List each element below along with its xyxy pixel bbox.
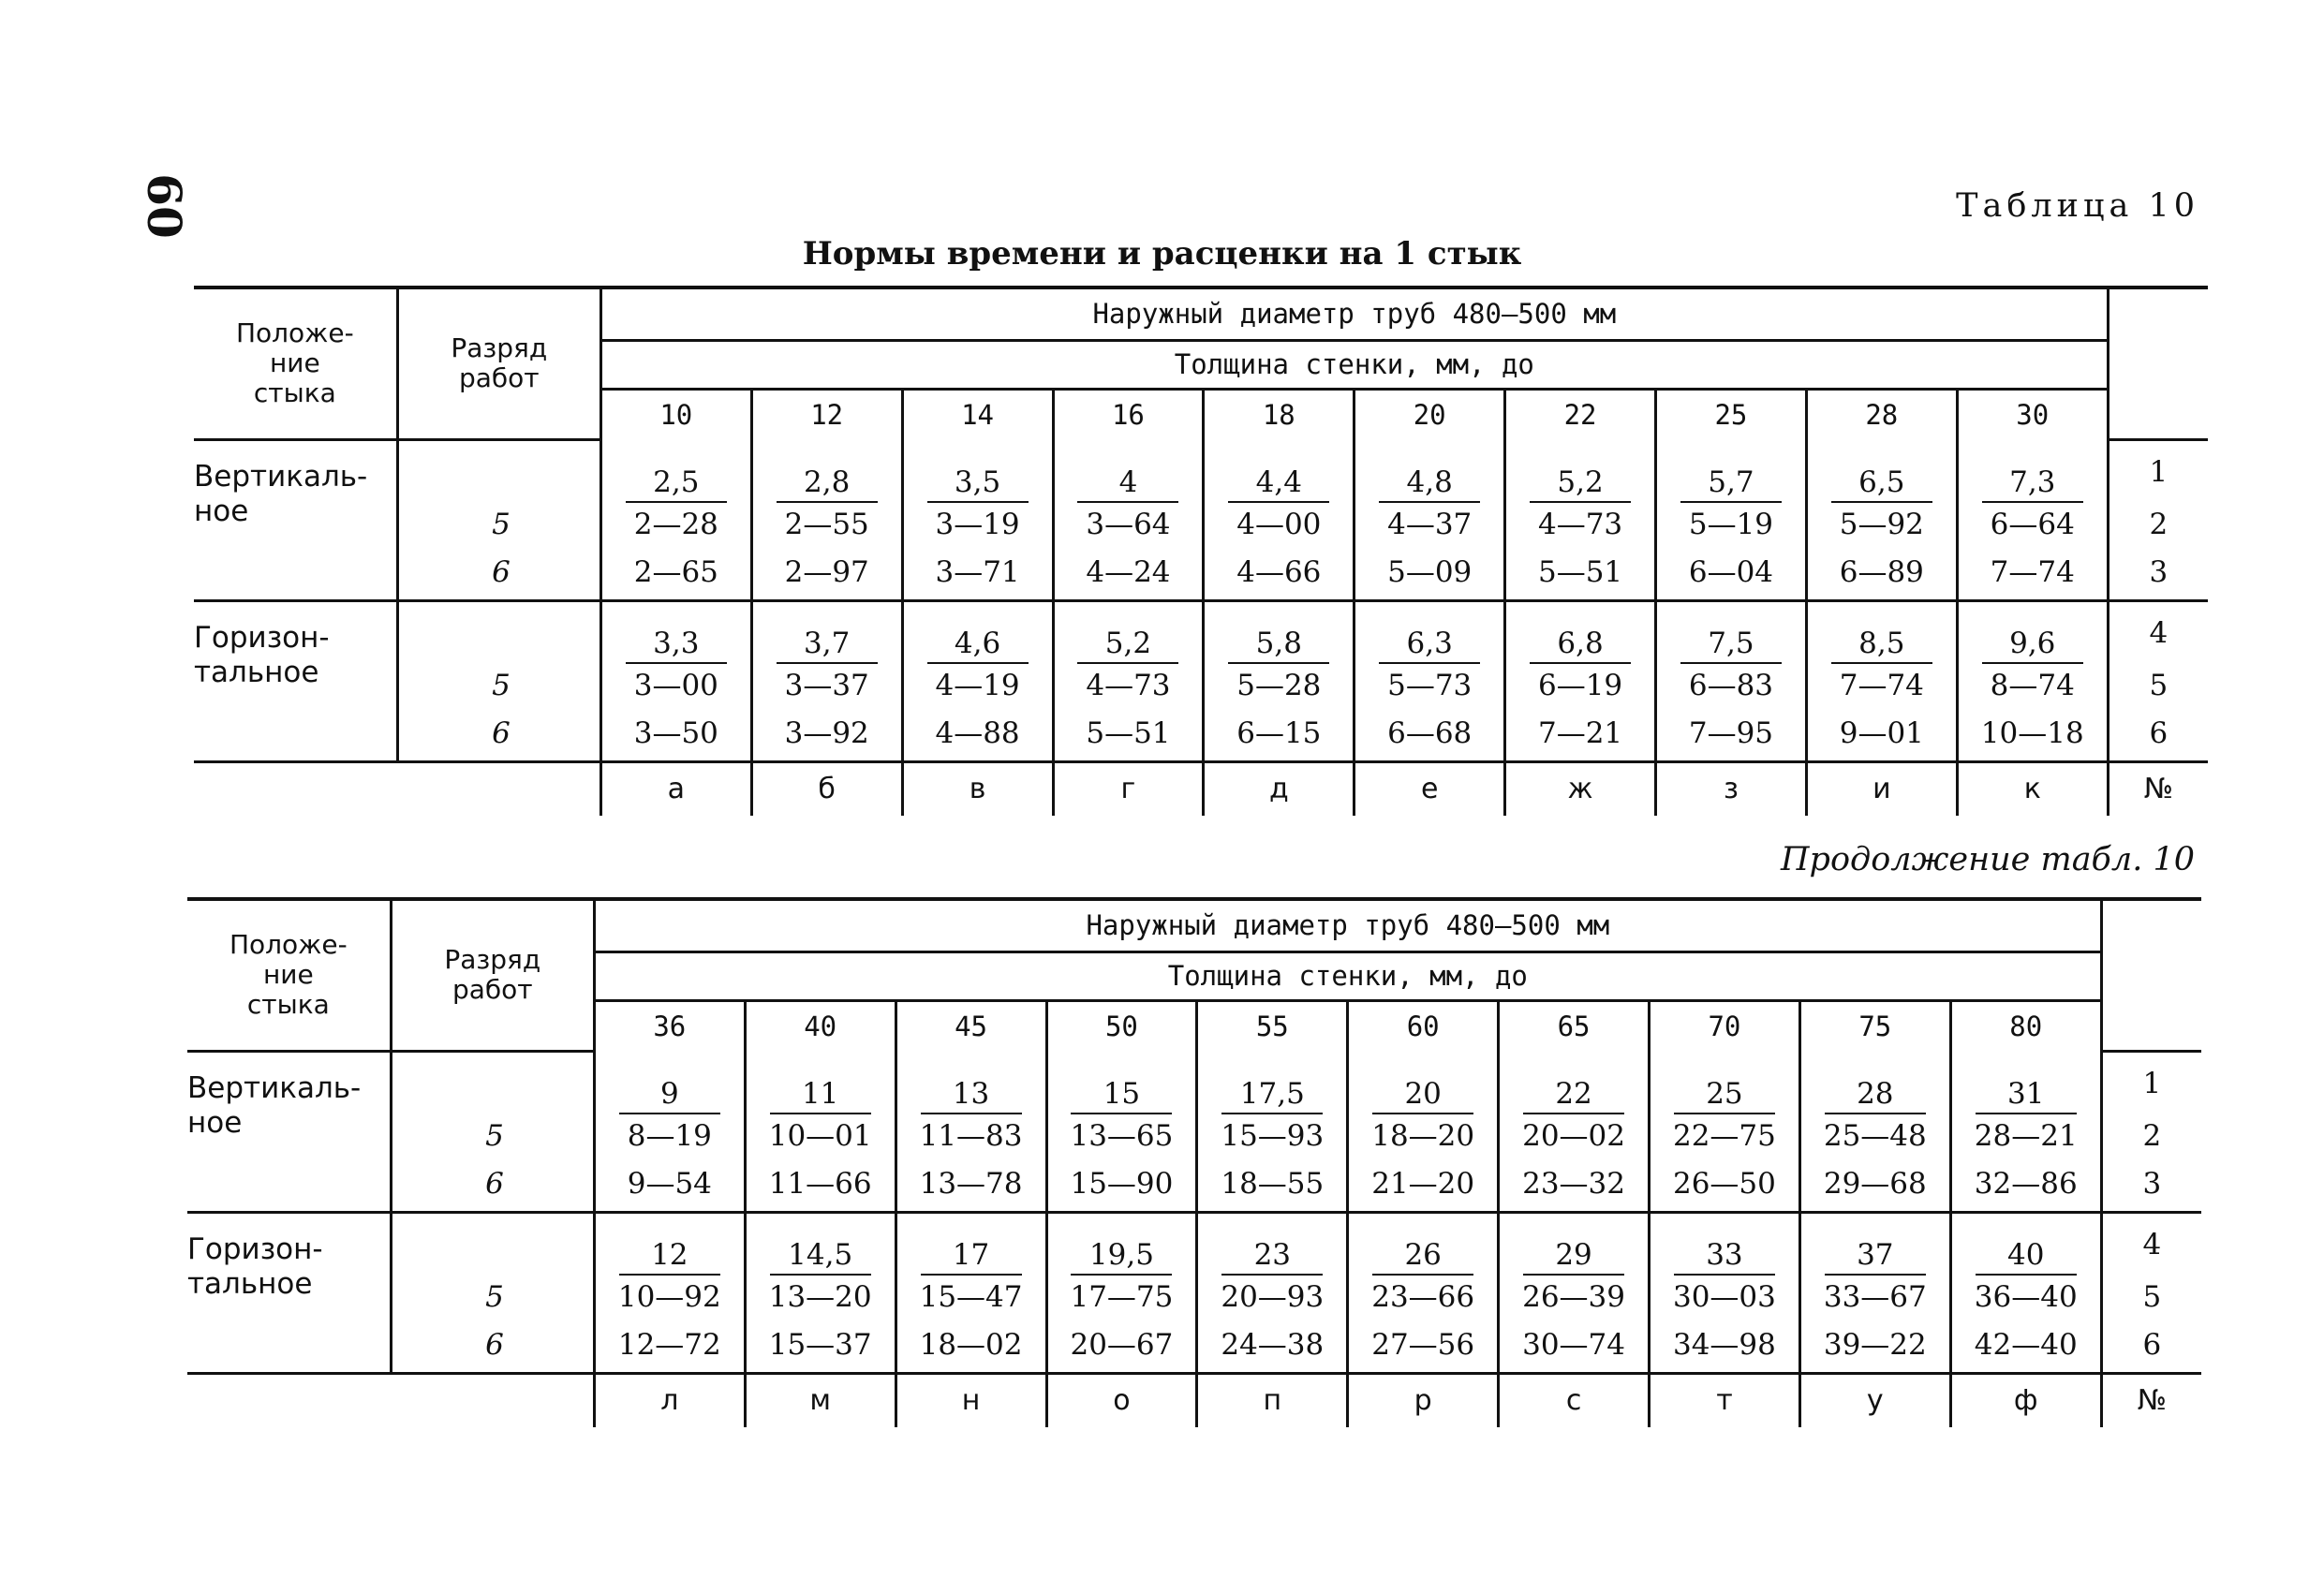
time-norm-cell — [1499, 1212, 1650, 1276]
rate-cell: 8—74 — [1957, 664, 2108, 707]
column-letter: н — [896, 1373, 1046, 1427]
time-norm-value: 15 — [1071, 1077, 1172, 1114]
time-norm-cell — [1046, 1051, 1197, 1114]
thickness-header: Толщина стенки, мм, до — [594, 951, 2101, 1000]
joint-position: Вертикаль- ное — [194, 439, 397, 600]
num-header-blank — [2108, 288, 2208, 439]
column-letter: а — [600, 761, 751, 816]
rate-cell: 11—66 — [745, 1158, 896, 1212]
rate-cell: 18—02 — [896, 1319, 1046, 1373]
work-grade: 5 — [391, 1114, 594, 1158]
rate-cell: 4—00 — [1204, 503, 1354, 546]
time-norm-cell — [902, 439, 1053, 503]
rate-cell: 17—75 — [1046, 1276, 1197, 1319]
time-norm-value: 5,7 — [1680, 465, 1782, 503]
rate-cell: 23—32 — [1499, 1158, 1650, 1212]
row-number: 6 — [2108, 707, 2208, 761]
time-norm-value: 9,6 — [1982, 627, 2083, 664]
time-norm-value: 37 — [1825, 1238, 1926, 1276]
time-norm-cell — [1354, 439, 1505, 503]
rate-cell: 20—67 — [1046, 1319, 1197, 1373]
time-norm-value: 23 — [1221, 1238, 1323, 1276]
rate-cell: 42—40 — [1950, 1319, 2101, 1373]
table-row — [194, 600, 2208, 664]
thickness-col-4: 55 — [1197, 1000, 1348, 1051]
time-norm-cell — [1656, 439, 1807, 503]
rate-cell: 27—56 — [1348, 1319, 1499, 1373]
column-letter: д — [1204, 761, 1354, 816]
letters-blank — [194, 761, 397, 816]
row-number: 4 — [2101, 1212, 2201, 1276]
time-norm-value: 6,5 — [1831, 465, 1932, 503]
time-norm-cell — [1656, 600, 1807, 664]
rate-cell: 32—86 — [1950, 1158, 2101, 1212]
time-norm-value: 19,5 — [1071, 1238, 1172, 1276]
time-norm-cell — [1499, 1051, 1650, 1114]
letters-blank — [397, 761, 600, 816]
time-norm-cell — [1957, 439, 2108, 503]
rate-cell: 6—83 — [1656, 664, 1807, 707]
column-letter: б — [751, 761, 902, 816]
norms-table-2 — [187, 897, 2201, 1427]
time-norm-value: 4,4 — [1228, 465, 1329, 503]
num-header-blank — [2101, 899, 2201, 1051]
time-norm-value: 6,3 — [1379, 627, 1480, 664]
column-letter: з — [1656, 761, 1807, 816]
thickness-header: Толщина стенки, мм, до — [600, 340, 2108, 389]
time-norm-value: 8,5 — [1831, 627, 1932, 664]
time-norm-cell — [600, 600, 751, 664]
table-label: Таблица 10 — [1956, 187, 2199, 225]
time-norm-value: 5,8 — [1228, 627, 1329, 664]
time-norm-cell — [1204, 439, 1354, 503]
thickness-col-2: 45 — [896, 1000, 1046, 1051]
column-letter: у — [1799, 1373, 1950, 1427]
thickness-col-5: 60 — [1348, 1000, 1499, 1051]
work-grade — [391, 1212, 594, 1276]
rate-cell: 13—78 — [896, 1158, 1046, 1212]
time-norm-cell — [1650, 1051, 1800, 1114]
rate-cell: 7—74 — [1957, 546, 2108, 600]
rate-cell: 3—19 — [902, 503, 1053, 546]
rate-cell: 3—50 — [600, 707, 751, 761]
position-header: Положе- ние стыка — [194, 288, 397, 439]
page-number: 60 — [136, 173, 192, 239]
work-grade — [397, 439, 600, 503]
table-row — [194, 707, 2208, 761]
column-letter: с — [1499, 1373, 1650, 1427]
rate-cell: 6—15 — [1204, 707, 1354, 761]
rate-cell: 4—37 — [1354, 503, 1505, 546]
rate-cell: 3—00 — [600, 664, 751, 707]
thickness-col-0: 36 — [594, 1000, 745, 1051]
column-letter: т — [1650, 1373, 1800, 1427]
rate-cell: 4—24 — [1053, 546, 1204, 600]
column-letter: в — [902, 761, 1053, 816]
time-norm-value: 13 — [921, 1077, 1022, 1114]
rate-cell: 24—38 — [1197, 1319, 1348, 1373]
rate-cell: 3—92 — [751, 707, 902, 761]
thickness-col-2: 14 — [902, 389, 1053, 439]
row-number: 6 — [2101, 1319, 2201, 1373]
time-norm-value: 4,8 — [1379, 465, 1480, 503]
rate-cell: 18—55 — [1197, 1158, 1348, 1212]
time-norm-cell — [1348, 1212, 1499, 1276]
norms-table-1 — [194, 286, 2208, 816]
rate-cell: 26—39 — [1499, 1276, 1650, 1319]
time-norm-cell — [1950, 1212, 2101, 1276]
work-grade: 5 — [397, 503, 600, 546]
row-number: 3 — [2108, 546, 2208, 600]
rate-cell: 10—01 — [745, 1114, 896, 1158]
row-number: 1 — [2108, 439, 2208, 503]
row-number: 5 — [2101, 1276, 2201, 1319]
time-norm-value: 17 — [921, 1238, 1022, 1276]
thickness-col-9: 80 — [1950, 1000, 2101, 1051]
table-row — [187, 1212, 2201, 1276]
rate-cell: 28—21 — [1950, 1114, 2101, 1158]
rate-cell: 30—03 — [1650, 1276, 1800, 1319]
table-row — [194, 503, 2208, 546]
time-norm-cell — [594, 1051, 745, 1114]
time-norm-value: 3,3 — [626, 627, 727, 664]
rate-cell: 30—74 — [1499, 1319, 1650, 1373]
time-norm-value: 20 — [1372, 1077, 1473, 1114]
time-norm-value: 2,8 — [777, 465, 878, 503]
position-header: Положе- ние стыка — [187, 899, 391, 1051]
work-grade — [391, 1051, 594, 1114]
rate-cell: 13—20 — [745, 1276, 896, 1319]
row-number: 3 — [2101, 1158, 2201, 1212]
time-norm-value: 40 — [1976, 1238, 2077, 1276]
rate-cell: 9—01 — [1806, 707, 1957, 761]
column-letter: м — [745, 1373, 896, 1427]
table-row — [194, 439, 2208, 503]
rate-cell: 21—20 — [1348, 1158, 1499, 1212]
column-letter: о — [1046, 1373, 1197, 1427]
time-norm-cell — [1806, 439, 1957, 503]
table-row — [187, 1158, 2201, 1212]
thickness-col-1: 12 — [751, 389, 902, 439]
row-number: 2 — [2108, 503, 2208, 546]
rate-cell: 11—83 — [896, 1114, 1046, 1158]
time-norm-cell — [1197, 1051, 1348, 1114]
rate-cell: 8—19 — [594, 1114, 745, 1158]
rate-cell: 6—04 — [1656, 546, 1807, 600]
rate-cell: 20—02 — [1499, 1114, 1650, 1158]
rate-cell: 5—51 — [1053, 707, 1204, 761]
rate-cell: 3—71 — [902, 546, 1053, 600]
rate-cell: 39—22 — [1799, 1319, 1950, 1373]
column-letter: и — [1806, 761, 1957, 816]
rate-cell: 15—93 — [1197, 1114, 1348, 1158]
rate-cell: 7—95 — [1656, 707, 1807, 761]
rate-cell: 33—67 — [1799, 1276, 1950, 1319]
row-number: 5 — [2108, 664, 2208, 707]
rate-cell: 4—66 — [1204, 546, 1354, 600]
table-row — [194, 546, 2208, 600]
time-norm-cell — [1650, 1212, 1800, 1276]
rate-cell: 2—97 — [751, 546, 902, 600]
rate-cell: 20—93 — [1197, 1276, 1348, 1319]
work-grade: 5 — [391, 1276, 594, 1319]
row-number: 4 — [2108, 600, 2208, 664]
time-norm-value: 9 — [619, 1077, 720, 1114]
time-norm-cell — [1799, 1051, 1950, 1114]
rate-cell: 4—73 — [1505, 503, 1656, 546]
table-row — [187, 1051, 2201, 1114]
column-letter: р — [1348, 1373, 1499, 1427]
column-letter: п — [1197, 1373, 1348, 1427]
rate-cell: 29—68 — [1799, 1158, 1950, 1212]
time-norm-cell — [1053, 600, 1204, 664]
rate-cell: 3—64 — [1053, 503, 1204, 546]
time-norm-value: 28 — [1825, 1077, 1926, 1114]
column-letter: ф — [1950, 1373, 2101, 1427]
rate-cell: 10—18 — [1957, 707, 2108, 761]
row-number: 1 — [2101, 1051, 2201, 1114]
diameter-header: Наружный диаметр труб 480—500 мм — [600, 288, 2108, 340]
table-row — [187, 1114, 2201, 1158]
rate-cell: 5—28 — [1204, 664, 1354, 707]
num-label: № — [2101, 1373, 2201, 1427]
time-norm-value: 5,2 — [1077, 627, 1178, 664]
rate-cell: 10—92 — [594, 1276, 745, 1319]
time-norm-value: 12 — [619, 1238, 720, 1276]
letters-blank — [187, 1373, 391, 1427]
rate-cell: 36—40 — [1950, 1276, 2101, 1319]
rate-cell: 4—73 — [1053, 664, 1204, 707]
time-norm-value: 7,5 — [1680, 627, 1782, 664]
time-norm-value: 3,7 — [777, 627, 878, 664]
thickness-col-6: 22 — [1505, 389, 1656, 439]
time-norm-value: 26 — [1372, 1238, 1473, 1276]
rate-cell: 4—19 — [902, 664, 1053, 707]
work-grade: 6 — [397, 546, 600, 600]
thickness-col-0: 10 — [600, 389, 751, 439]
work-grade: 6 — [397, 707, 600, 761]
time-norm-value: 33 — [1674, 1238, 1775, 1276]
time-norm-value: 7,3 — [1982, 465, 2083, 503]
time-norm-cell — [902, 600, 1053, 664]
thickness-col-8: 75 — [1799, 1000, 1950, 1051]
continuation-label: Продолжение табл. 10 — [1781, 841, 2195, 878]
time-norm-cell — [751, 439, 902, 503]
time-norm-cell — [594, 1212, 745, 1276]
time-norm-value: 4,6 — [927, 627, 1029, 664]
rate-cell: 5—73 — [1354, 664, 1505, 707]
time-norm-cell — [1197, 1212, 1348, 1276]
time-norm-cell — [1053, 439, 1204, 503]
thickness-col-8: 28 — [1806, 389, 1957, 439]
time-norm-value: 17,5 — [1221, 1077, 1323, 1114]
table-title: Нормы времени и расценки на 1 стык — [802, 235, 1522, 273]
rate-cell: 7—21 — [1505, 707, 1656, 761]
thickness-col-5: 20 — [1354, 389, 1505, 439]
rate-cell: 5—51 — [1505, 546, 1656, 600]
work-grade: 6 — [391, 1319, 594, 1373]
work-grade: 5 — [397, 664, 600, 707]
time-norm-cell — [1950, 1051, 2101, 1114]
rate-cell: 6—68 — [1354, 707, 1505, 761]
column-letter: ж — [1505, 761, 1656, 816]
time-norm-cell — [751, 600, 902, 664]
time-norm-cell — [1505, 439, 1656, 503]
thickness-col-3: 50 — [1046, 1000, 1197, 1051]
rate-cell: 9—54 — [594, 1158, 745, 1212]
work-grade: 6 — [391, 1158, 594, 1212]
rate-cell: 34—98 — [1650, 1319, 1800, 1373]
rate-cell: 2—65 — [600, 546, 751, 600]
num-label: № — [2108, 761, 2208, 816]
thickness-col-6: 65 — [1499, 1000, 1650, 1051]
time-norm-value: 14,5 — [770, 1238, 871, 1276]
time-norm-value: 11 — [770, 1077, 871, 1114]
time-norm-cell — [600, 439, 751, 503]
rate-cell: 22—75 — [1650, 1114, 1800, 1158]
time-norm-value: 29 — [1523, 1238, 1624, 1276]
time-norm-cell — [1354, 600, 1505, 664]
time-norm-value: 31 — [1976, 1077, 2077, 1114]
time-norm-cell — [1046, 1212, 1197, 1276]
time-norm-cell — [896, 1212, 1046, 1276]
column-letter: л — [594, 1373, 745, 1427]
grade-header: Разряд работ — [391, 899, 594, 1051]
time-norm-cell — [1348, 1051, 1499, 1114]
time-norm-cell — [745, 1051, 896, 1114]
table-row — [187, 1319, 2201, 1373]
time-norm-cell — [1806, 600, 1957, 664]
rate-cell: 3—37 — [751, 664, 902, 707]
rate-cell: 5—19 — [1656, 503, 1807, 546]
rate-cell: 6—89 — [1806, 546, 1957, 600]
rate-cell: 12—72 — [594, 1319, 745, 1373]
joint-position: Горизон- тальное — [187, 1212, 391, 1373]
joint-position: Горизон- тальное — [194, 600, 397, 761]
work-grade — [397, 600, 600, 664]
rate-cell: 25—48 — [1799, 1114, 1950, 1158]
rate-cell: 15—37 — [745, 1319, 896, 1373]
time-norm-value: 3,5 — [927, 465, 1029, 503]
rate-cell: 4—88 — [902, 707, 1053, 761]
rate-cell: 2—55 — [751, 503, 902, 546]
time-norm-cell — [1799, 1212, 1950, 1276]
grade-header: Разряд работ — [397, 288, 600, 439]
time-norm-cell — [1505, 600, 1656, 664]
thickness-col-4: 18 — [1204, 389, 1354, 439]
time-norm-value: 22 — [1523, 1077, 1624, 1114]
rate-cell: 15—47 — [896, 1276, 1046, 1319]
joint-position: Вертикаль- ное — [187, 1051, 391, 1212]
rate-cell: 18—20 — [1348, 1114, 1499, 1158]
thickness-col-1: 40 — [745, 1000, 896, 1051]
column-letter: г — [1053, 761, 1204, 816]
time-norm-cell — [745, 1212, 896, 1276]
thickness-col-3: 16 — [1053, 389, 1204, 439]
thickness-col-7: 25 — [1656, 389, 1807, 439]
time-norm-value: 5,2 — [1530, 465, 1631, 503]
thickness-col-9: 30 — [1957, 389, 2108, 439]
time-norm-cell — [1957, 600, 2108, 664]
thickness-col-7: 70 — [1650, 1000, 1800, 1051]
column-letter: е — [1354, 761, 1505, 816]
diameter-header: Наружный диаметр труб 480—500 мм — [594, 899, 2101, 951]
time-norm-value: 25 — [1674, 1077, 1775, 1114]
rate-cell: 2—28 — [600, 503, 751, 546]
rate-cell: 26—50 — [1650, 1158, 1800, 1212]
rate-cell: 15—90 — [1046, 1158, 1197, 1212]
rate-cell: 23—66 — [1348, 1276, 1499, 1319]
column-letter: к — [1957, 761, 2108, 816]
time-norm-value: 4 — [1077, 465, 1178, 503]
row-number: 2 — [2101, 1114, 2201, 1158]
table-row — [187, 1276, 2201, 1319]
letters-blank — [391, 1373, 594, 1427]
rate-cell: 5—09 — [1354, 546, 1505, 600]
rate-cell: 6—19 — [1505, 664, 1656, 707]
rate-cell: 13—65 — [1046, 1114, 1197, 1158]
rate-cell: 7—74 — [1806, 664, 1957, 707]
table-row — [194, 664, 2208, 707]
rate-cell: 6—64 — [1957, 503, 2108, 546]
time-norm-value: 6,8 — [1530, 627, 1631, 664]
rate-cell: 5—92 — [1806, 503, 1957, 546]
time-norm-value: 2,5 — [626, 465, 727, 503]
time-norm-cell — [1204, 600, 1354, 664]
time-norm-cell — [896, 1051, 1046, 1114]
